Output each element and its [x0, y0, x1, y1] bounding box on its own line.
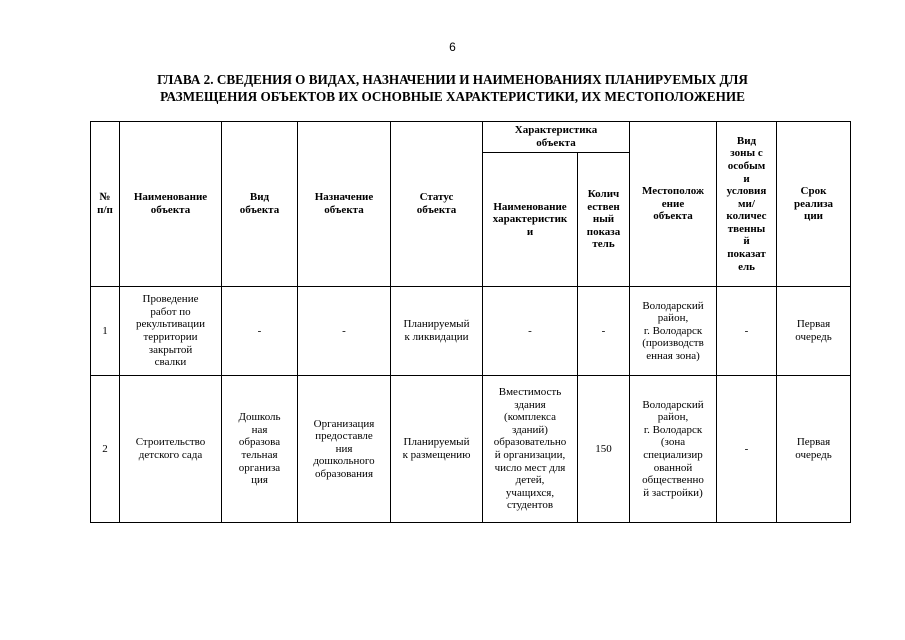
cell-line: Местополож: [642, 185, 704, 198]
cell-line: Дошколь: [238, 411, 281, 424]
cell-line: число мест для: [494, 461, 566, 474]
cell-line: детского сада: [138, 449, 203, 461]
cell-line: 2: [102, 442, 108, 455]
cell-line: свалки: [154, 356, 187, 369]
cell-line: и: [526, 225, 534, 238]
cell-line: Планируемый: [403, 436, 470, 449]
cell-line: объекта: [536, 136, 576, 149]
cell-line: -: [342, 324, 346, 337]
cell-line: твенны: [727, 222, 766, 235]
cell-char-name: [483, 376, 578, 523]
cell-purpose: [298, 287, 391, 376]
cell-line: Проведение: [142, 293, 199, 306]
cell-line: -: [744, 324, 749, 337]
cell-status: [391, 376, 483, 523]
cell-line: дошкольного: [313, 455, 375, 468]
cell-num: [91, 376, 120, 523]
cell-line: рекультивации: [136, 318, 205, 331]
cell-line: студентов: [506, 499, 554, 512]
header-num: [91, 122, 120, 287]
cell-line: Организация: [313, 417, 375, 430]
cell-line: Наименование: [493, 200, 567, 213]
cell-line: -: [601, 324, 606, 337]
cell-line: п/п: [97, 204, 113, 216]
cell-line: Назначение: [314, 191, 374, 204]
cell-line: объекта: [324, 204, 364, 216]
cell-line: Наименование: [133, 191, 208, 204]
cell-zone: [717, 287, 777, 376]
chapter-heading: [90, 71, 815, 105]
cell-line: характеристик: [492, 213, 568, 226]
cell-line: количес: [726, 210, 767, 223]
cell-line: к размещению: [402, 449, 471, 461]
cell-line: детей,: [515, 474, 545, 487]
cell-line: зданий): [512, 423, 548, 436]
cell-char-qty: [578, 376, 630, 523]
cell-line: Вид: [736, 134, 757, 147]
heading-line-2: РАЗМЕЩЕНИЯ ОБЪЕКТОВ ИХ ОСНОВНЫЕ ХАРАКТЕРИСТИКИ, ИХ МЕСТОПОЛОЖЕНИЕ: [160, 89, 745, 104]
cell-line: -: [528, 324, 532, 337]
page-number: 6: [449, 40, 456, 54]
cell-line: территории: [143, 331, 198, 343]
cell-line: ованной: [653, 461, 693, 474]
header-status: [391, 122, 483, 287]
cell-line: ми/: [738, 197, 755, 210]
cell-line: Вид: [249, 191, 270, 204]
planned-objects-table: [90, 121, 851, 523]
cell-line: (производств: [642, 337, 704, 350]
cell-line: образования: [314, 467, 374, 480]
cell-term: [777, 287, 851, 376]
cell-line: условия: [726, 185, 767, 198]
cell-line: Вместимость: [498, 386, 562, 399]
cell-line: №: [99, 191, 111, 204]
cell-line: объекта: [239, 204, 280, 216]
cell-line: учащихся,: [505, 486, 555, 499]
cell-line: предоставле: [315, 430, 373, 443]
cell-line: зоны с: [730, 147, 763, 160]
cell-line: -: [744, 442, 749, 455]
cell-line: закрытой: [148, 343, 193, 356]
cell-line: особым: [727, 159, 766, 172]
cell-line: Колич: [587, 188, 620, 201]
cell-line: ный: [592, 213, 615, 226]
cell-line: ции: [803, 210, 823, 223]
cell-line: Первая: [796, 436, 831, 449]
cell-line: работ по: [150, 305, 191, 318]
cell-line: Планируемый: [403, 318, 470, 331]
heading-line-1: ГЛАВА 2. СВЕДЕНИЯ О ВИДАХ, НАЗНАЧЕНИИ И НАИМЕНОВАНИЯХ ПЛАНИРУЕМЫХ ДЛЯ: [157, 72, 748, 87]
cell-line: Характеристика: [514, 124, 598, 136]
cell-line: образовательно: [493, 436, 567, 449]
cell-line: енная зона): [646, 349, 700, 362]
cell-line: показат: [727, 248, 766, 261]
cell-line: и: [743, 172, 750, 185]
header-zone: [717, 122, 777, 287]
cell-line: ествен: [587, 200, 620, 213]
cell-char-qty: [578, 287, 630, 376]
cell-line: й: [743, 235, 750, 248]
cell-zone: [717, 376, 777, 523]
cell-line: объекта: [416, 204, 457, 216]
cell-line: реализа: [793, 197, 834, 210]
cell-line: район,: [657, 411, 689, 424]
cell-line: образова: [238, 436, 281, 449]
cell-line: показа: [586, 225, 621, 238]
cell-line: специализир: [643, 449, 703, 461]
cell-line: г. Володарск: [643, 324, 703, 337]
cell-line: Строительство: [135, 436, 206, 449]
cell-line: й организации,: [494, 449, 566, 461]
cell-term: [777, 376, 851, 523]
cell-line: ение: [661, 197, 685, 210]
cell-line: организа: [238, 461, 281, 474]
cell-line: й застройки): [643, 486, 703, 499]
cell-location: [630, 376, 717, 523]
cell-line: ная: [251, 423, 268, 436]
cell-line: очередь: [795, 331, 832, 343]
cell-line: объекта: [150, 204, 191, 216]
cell-char-name: [483, 287, 578, 376]
cell-type: [222, 287, 298, 376]
cell-line: тельная: [241, 449, 278, 461]
cell-num: [91, 287, 120, 376]
cell-line: к ликвидации: [404, 331, 469, 343]
header-term: [777, 122, 851, 287]
cell-line: ция: [251, 474, 268, 487]
cell-line: здания: [514, 398, 546, 411]
table-row: [91, 376, 851, 523]
header-location: [630, 122, 717, 287]
cell-line: (комплекса: [504, 411, 556, 424]
cell-line: (зона: [660, 436, 686, 449]
cell-line: 1: [102, 324, 108, 337]
cell-line: Володарский: [642, 398, 704, 411]
cell-line: ель: [738, 260, 755, 273]
header-char-name: [483, 153, 578, 287]
cell-line: Срок: [800, 185, 827, 198]
header-row-1: [91, 122, 851, 153]
cell-line: объекта: [653, 210, 693, 223]
table-row: [91, 287, 851, 376]
header-name: [120, 122, 222, 287]
cell-line: Володарский: [642, 299, 704, 312]
cell-name: [120, 287, 222, 376]
cell-line: 150: [595, 442, 612, 455]
cell-line: Статус: [419, 191, 454, 204]
cell-line: район,: [657, 312, 689, 325]
cell-purpose: [298, 376, 391, 523]
cell-line: -: [257, 324, 262, 337]
cell-name: [120, 376, 222, 523]
header-char-qty: [578, 153, 630, 287]
cell-line: общественно: [642, 474, 704, 487]
cell-line: ния: [335, 442, 353, 455]
header-characteristics: [483, 122, 630, 153]
cell-line: очередь: [795, 449, 832, 461]
cell-type: [222, 376, 298, 523]
cell-status: [391, 287, 483, 376]
cell-line: тель: [592, 238, 615, 251]
cell-line: Первая: [796, 318, 831, 331]
cell-location: [630, 287, 717, 376]
header-purpose: [298, 122, 391, 287]
header-type: [222, 122, 298, 287]
cell-line: г. Володарск: [643, 423, 703, 436]
